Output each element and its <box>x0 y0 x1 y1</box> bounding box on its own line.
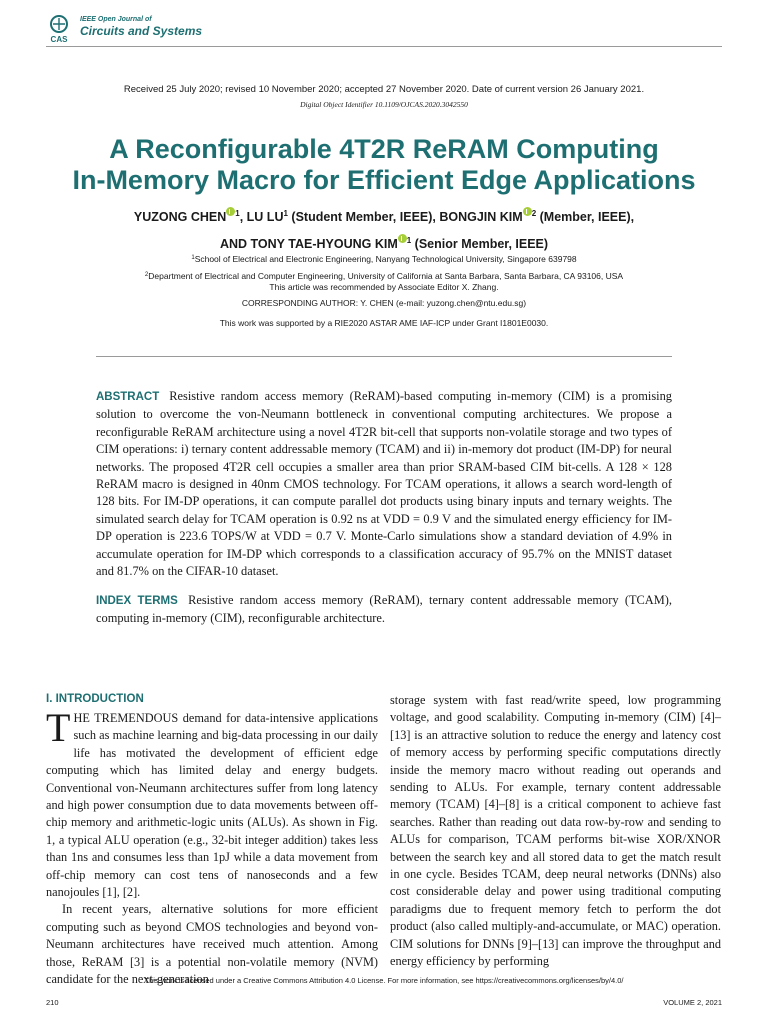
author-name: YUZONG CHEN <box>133 210 227 224</box>
license-note: This work is licensed under a Creative Commons Attribution 4.0 License. For more information, see https://creativecommons.org/licenses/by/4.0/ <box>144 976 624 985</box>
author-sup: 1 <box>406 236 412 245</box>
editor-note: This article was recommended by Associate Editor X. Zhang. <box>269 282 499 292</box>
paragraph: In recent years, alternative solutions for more efficient computing such as beyond CMOS technologies and beyond von-Neumann architectures have received much attention. Among those, ReRAM [3] is a potential non-volatile memory (NVM) candidate for the next-generation <box>46 902 378 987</box>
author-name: BONGJIN KIM <box>439 210 523 224</box>
author-role: (Member, IEEE), <box>536 210 635 224</box>
author-sup: 1 <box>235 209 240 218</box>
doi: Digital Object Identifier 10.1109/OJCAS.2020.3042550 <box>300 100 468 109</box>
column-left <box>46 705 378 989</box>
paper-title <box>40 134 728 196</box>
author-list <box>30 202 738 256</box>
index-terms-text: Resistive random access memory (ReRAM), ternary content addressable memory (TCAM), computing in-memory (CIM), reconfigurable architecture. <box>96 593 672 626</box>
drop-cap: T <box>46 705 71 750</box>
paragraph: storage system with fast read/write speed, low programming voltage, and good scalability. Computing in-memory (CIM) [4]–[13] is an attractive solution to reduce the energy and latency cost of memory access by performing specific computations directly inside the memory macro without reading out operands and sending to ALUs. For example, ternary content addressable memory (TCAM) [4]–[8] is a critical component to achieve fast searches. Rather than reading out data row-by-row and sending to ALUs for comparison, TCAM performs bit-wise XOR/XNOR between the search key and all stored data to get the match result in one cycle. Besides TCAM, deep neural networks (DNNs) also cost considerable delay and power using traditional computing paradigms due to frequent memory fetch to perform the dot product (also called multiply-and-accumulate, or MAC) operation. CIM solutions for DNNs [9]–[13] can improve the throughput and energy efficiency by performing <box>390 693 721 969</box>
abstract-divider <box>96 356 672 357</box>
author-name: LU LU <box>246 210 284 224</box>
author-role: (Student Member, IEEE), <box>287 210 440 224</box>
author-line-1 <box>30 202 738 229</box>
journal-name: Circuits and Systems <box>80 24 203 38</box>
paragraph-text: HE TREMENDOUS demand for data-intensive applications such as machine learning and big-data processing in our daily life has motivated the development of efficient edge computing which has limited delay and energy budgets. Conventional von-Neumann architectures suffer from long latency and high power consumption due to data movements between off-chip memory and arithmetic-logic units (ALUs). As shown in Fig. 1, a typical ALU operation (e.g., 32-bit integer addition) takes less than 1ns and consumes less than 1pJ while a data movement from off-chip memory can cost tens of nanoseconds and a few nanojoules [1], [2]. <box>46 711 378 900</box>
volume-info: VOLUME 2, 2021 <box>663 998 722 1007</box>
funding-note: This work was supported by a RIE2020 ASTAR AME IAF-ICP under Grant I1801E0030. <box>219 318 549 328</box>
abstract <box>96 388 672 580</box>
affiliation-1 <box>0 252 768 265</box>
logo-text: CAS <box>50 35 68 44</box>
journal-prefix: IEEE Open Journal of <box>80 16 152 23</box>
author-sup: 2 <box>531 209 537 218</box>
author-role: (Senior Member, IEEE) <box>411 237 549 251</box>
abstract-text: Resistive random access memory (ReRAM)-based computing in-memory (CIM) is a promising solution to overcome the von-Neumann bottleneck in conventional computing architectures. We propose a reconfigurable ReRAM architecture using a novel 4T2R bit-cell that supports non-volatile storage and two types of CIM operations: i) ternary content addressable memory (TCAM) and ii) in-memory dot product (IM-DP) for neural networks. The proposed 4T2R cell occupies a smaller area than prior SRAM-based CIM bit-cells. A 128 × 128 ReRAM macro is designed in 40nm CMOS technology. For TCAM operations, it allows a search word-length of 128 bits. For IM-DP operations, it can compute parallel dot products using binary inputs and ternary weights. The simulated search delay for TCAM operation is 0.92 ns at VDD = 0.9 V and the simulated energy efficiency for IM-DP operation is 223.6 TOPS/W at VDD = 0.7 V. Monte-Carlo simulations show a standard deviation of 4.9% in accumulate operation for IM-DP which corresponds to a classification accuracy of 95.7% on the MNIST dataset and 81.7% on the CIFAR-10 dataset. <box>96 389 672 579</box>
affiliation-sup: 1 <box>191 255 195 261</box>
author-separator: , <box>239 210 247 224</box>
title-line-1: A Reconfigurable 4T2R ReRAM Computing <box>109 134 659 164</box>
paragraph <box>46 705 378 901</box>
column-right <box>390 692 721 971</box>
affiliation-text: School of Electrical and Electronic Engineering, Nanyang Technological University, Singapore 639798 <box>194 254 577 264</box>
affiliation-text: Department of Electrical and Computer Engineering, University of California at Santa Barbara, Santa Barbara, CA 93106, USA <box>148 271 624 281</box>
cas-logo-icon <box>46 14 72 44</box>
corresponding-author: CORRESPONDING AUTHOR: Y. CHEN (e-mail: yuzong.chen@ntu.edu.sg) <box>241 298 527 308</box>
page-number: 210 <box>46 998 59 1007</box>
abstract-label: ABSTRACT <box>96 391 160 403</box>
header-divider <box>46 46 722 47</box>
index-terms-label: INDEX TERMS <box>96 595 178 607</box>
orcid-icon[interactable] <box>523 207 532 216</box>
section-heading: I. INTRODUCTION <box>46 693 144 705</box>
affiliation-sup: 2 <box>144 272 149 278</box>
index-terms <box>96 592 672 628</box>
orcid-icon[interactable] <box>226 207 235 216</box>
author-sup: 1 <box>283 209 288 218</box>
received-dates: Received 25 July 2020; revised 10 November 2020; accepted 27 November 2020. Date of current version 26 January 2021. <box>123 84 645 95</box>
orcid-icon[interactable] <box>398 234 407 243</box>
title-line-2: In-Memory Macro for Efficient Edge Applications <box>72 165 696 195</box>
author-name: AND TONY TAE-HYOUNG KIM <box>219 237 398 251</box>
